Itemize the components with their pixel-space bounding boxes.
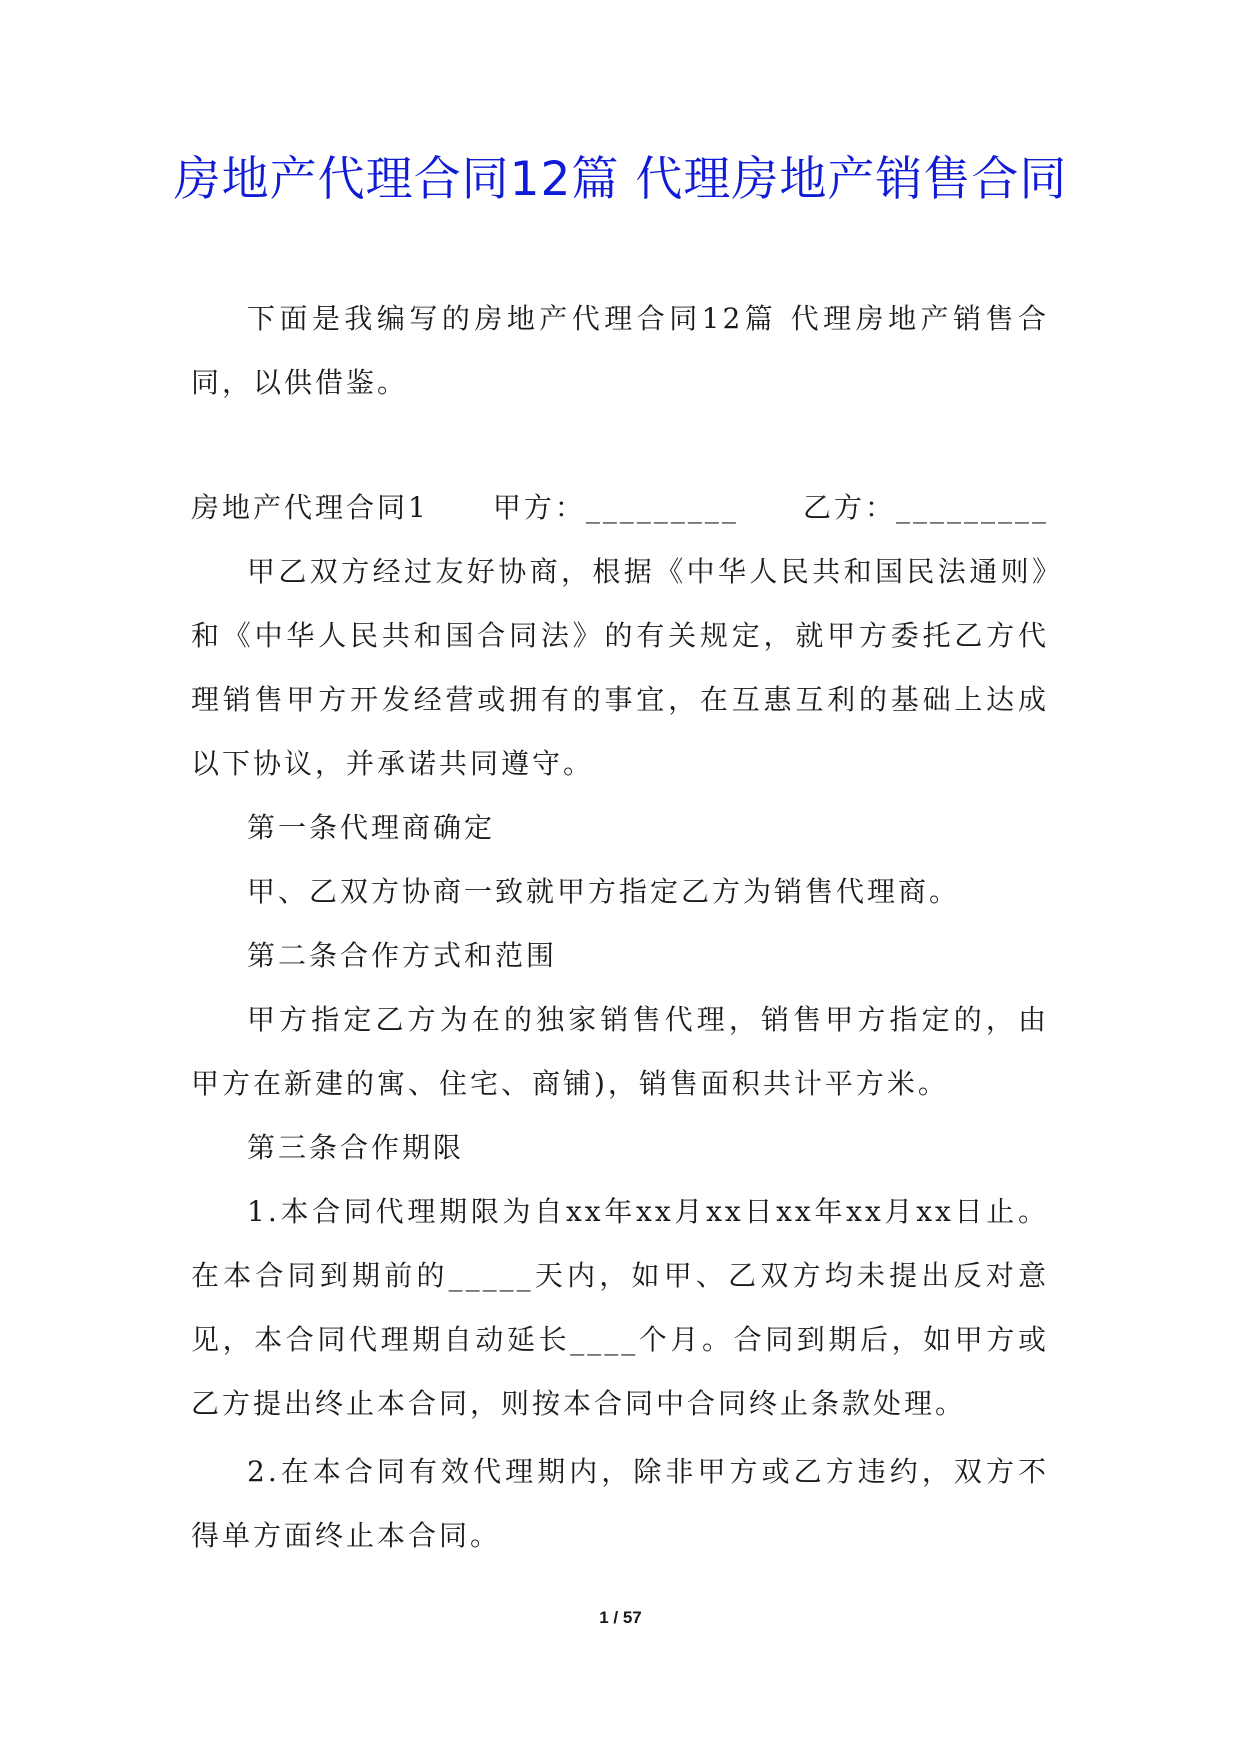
contract-heading: 房地产代理合同1 xyxy=(191,491,429,524)
document-title: 房地产代理合同12篇 代理房地产销售合同 xyxy=(173,152,1068,207)
contract-header-line xyxy=(191,476,1049,540)
contract-paragraph: 1.本合同代理期限为自xx年xx月xx日xx年xx月xx日止。在本合同到期前的_____天内，如甲、乙双方均未提出反对意见，本合同代理期自动延长____个月。合同到期后，如甲方或乙方提出终止本合同，则按本合同中合同终止条款处理。 xyxy=(191,1195,1049,1420)
page-number: 1 / 57 xyxy=(599,1608,642,1627)
contract-paragraph: 甲、乙双方协商一致就甲方指定乙方为销售代理商。 xyxy=(247,875,961,908)
party-b-field: 乙方：_________ xyxy=(802,491,1049,524)
article-heading: 第三条合作期限 xyxy=(247,1131,465,1164)
article-heading: 第一条代理商确定 xyxy=(247,811,496,844)
intro-paragraph: 下面是我编写的房地产代理合同12篇 代理房地产销售合同，以供借鉴。 xyxy=(191,302,1049,399)
intro-section xyxy=(191,287,1049,415)
contract-paragraph: 2.在本合同有效代理期内，除非甲方或乙方违约，双方不得单方面终止本合同。 xyxy=(191,1455,1049,1552)
party-a-field: 甲方：_________ xyxy=(492,491,739,524)
contract-paragraph: 甲方指定乙方为在的独家销售代理，销售甲方指定的，由甲方在新建的寓、住宅、商铺)，销售面积共计平方米。 xyxy=(191,1003,1049,1100)
contract-paragraph: 甲乙双方经过友好协商，根据《中华人民共和国民法通则》和《中华人民共和国合同法》的有关规定，就甲方委托乙方代理销售甲方开发经营或拥有的事宜，在互惠互利的基础上达成以下协议，并承诺共同遵守。 xyxy=(191,555,1049,780)
contract-section xyxy=(191,476,1049,1568)
article-heading: 第二条合作方式和范围 xyxy=(247,939,558,972)
